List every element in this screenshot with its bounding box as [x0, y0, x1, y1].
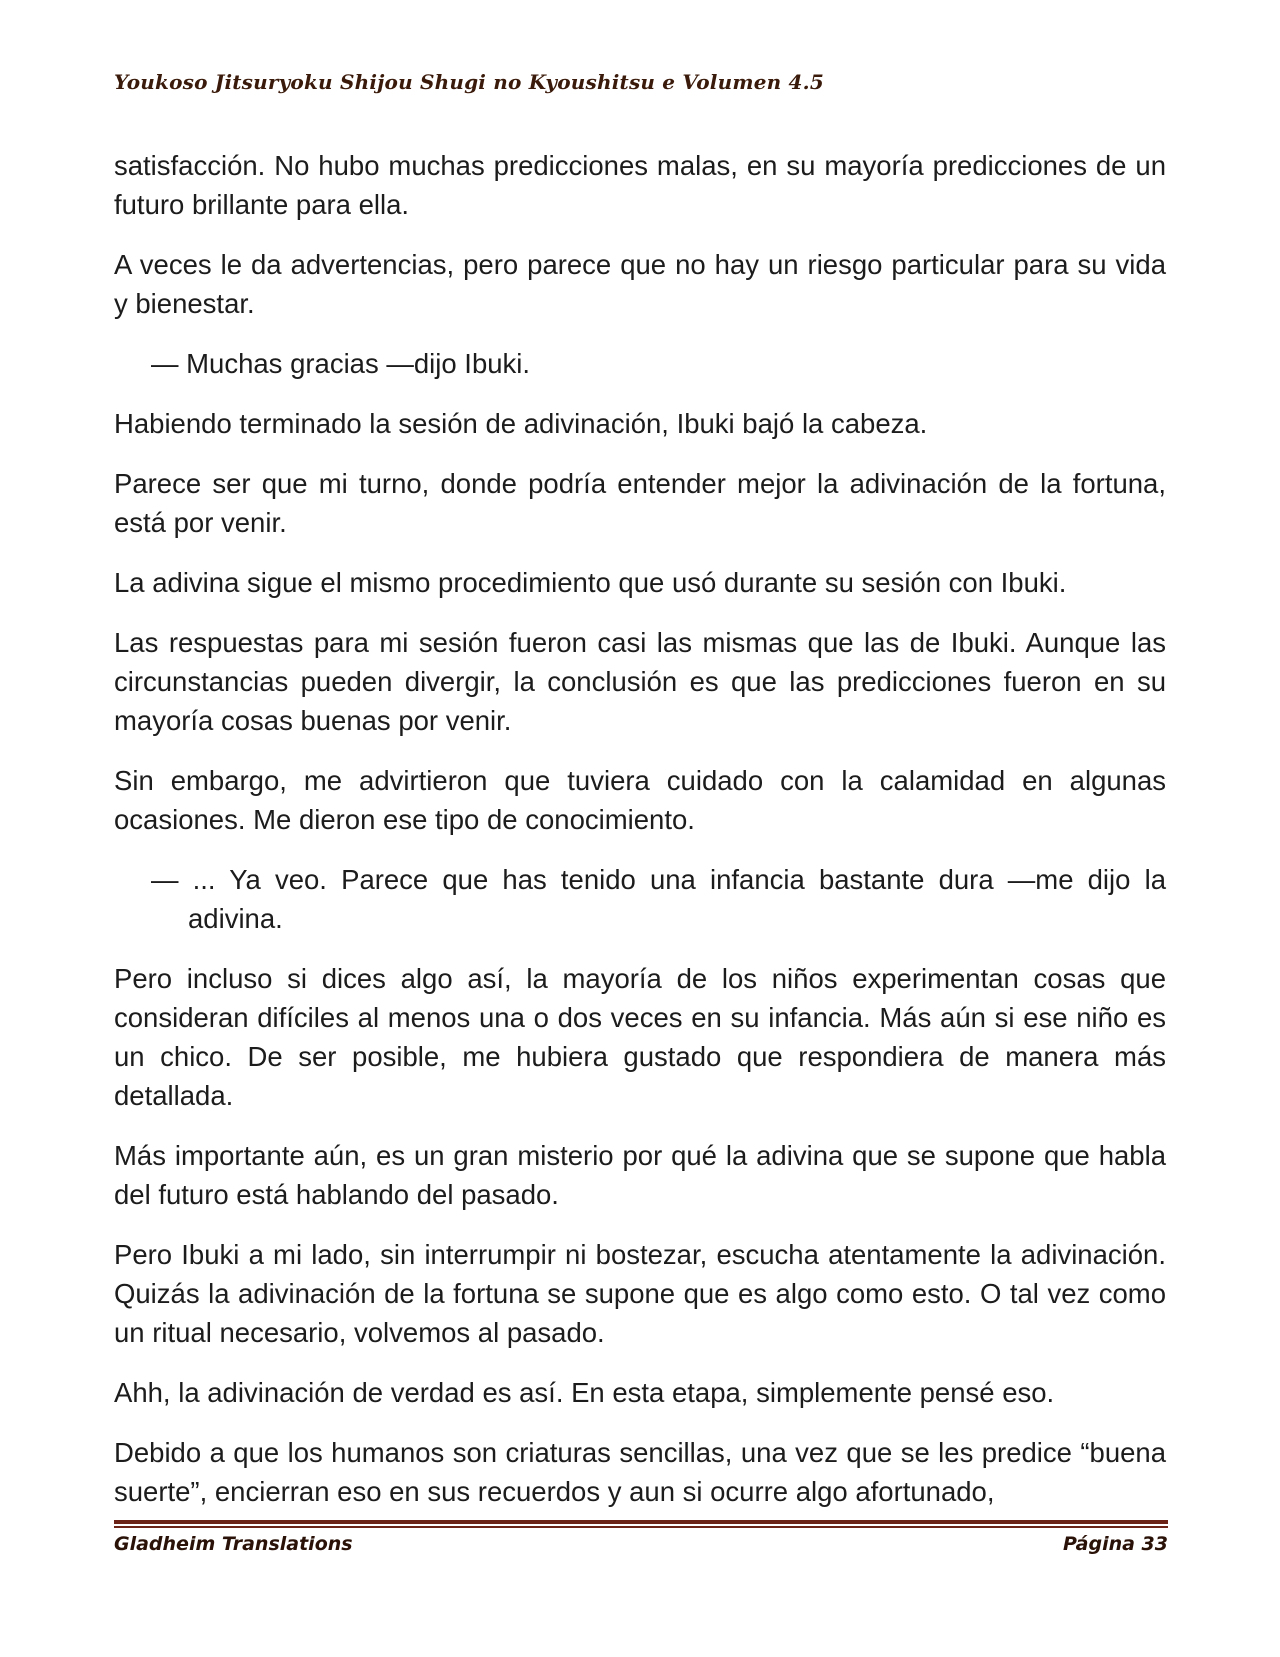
paragraph-5: La adivina sigue el mismo procedimiento que usó durante su sesión con Ibuki. — [114, 567, 1067, 598]
paragraph-3: Habiendo terminado la sesión de adivinación, Ibuki bajó la cabeza. — [114, 408, 928, 439]
paragraph-8: Pero incluso si dices algo así, la mayoría de los niños experimentan cosas que consideran difíciles al menos una o dos veces en su infancia. Más aún si ese niño es un chico. De ser posible, me hubiera gustado que respondiera de manera más detallada. — [114, 963, 1166, 1111]
paragraph-11: Ahh, la adivinación de verdad es así. En esta etapa, simplemente pensé eso. — [114, 1377, 1055, 1408]
footer-divider-thick — [114, 1520, 1168, 1524]
paragraph-4: Parece ser que mi turno, donde podría entender mejor la adivinación de la fortuna, está por venir. — [114, 468, 1166, 538]
paragraph-9: Más importante aún, es un gran misterio por qué la adivina que se supone que habla del futuro está hablando del pasado. — [114, 1140, 1166, 1210]
paragraph-10: Pero Ibuki a mi lado, sin interrumpir ni bostezar, escucha atentamente la adivinación. Quizás la adivinación de la fortuna se supone que es algo como esto. O tal vez como un ritual necesario, volvemos al pasado. — [114, 1239, 1166, 1348]
page-body — [114, 146, 1166, 1532]
dialogue-1: — Muchas gracias —dijo Ibuki. — [151, 348, 531, 379]
footer-publisher: Gladheim Translations — [114, 1533, 353, 1555]
paragraph-7: Sin embargo, me advirtieron que tuviera cuidado con la calamidad en algunas ocasiones. Me dieron ese tipo de conocimiento. — [114, 765, 1166, 835]
footer-divider-thin — [114, 1526, 1168, 1528]
footer-divider — [114, 1520, 1168, 1529]
paragraph-6: Las respuestas para mi sesión fueron casi las mismas que las de Ibuki. Aunque las circunstancias pueden divergir, la conclusión es que las predicciones fueron en su mayoría cosas buenas por venir. — [114, 627, 1166, 736]
dialogue-2: — ... Ya veo. Parece que has tenido una infancia bastante dura —me dijo la adivina. — [151, 864, 1166, 934]
paragraph-2: A veces le da advertencias, pero parece que no hay un riesgo particular para su vida y bienestar. — [114, 249, 1166, 319]
paragraph-12: Debido a que los humanos son criaturas sencillas, una vez que se les predice “buena suerte”, encierran eso en sus recuerdos y aun si ocurre algo afortunado, — [114, 1437, 1166, 1507]
page-number: Página 33 — [1062, 1533, 1168, 1555]
paragraph-1: satisfacción. No hubo muchas predicciones malas, en su mayoría predicciones de un futuro brillante para ella. — [114, 150, 1166, 220]
running-header: Youkoso Jitsuryoku Shijou Shugi no Kyoushitsu e Volumen 4.5 — [114, 70, 824, 94]
